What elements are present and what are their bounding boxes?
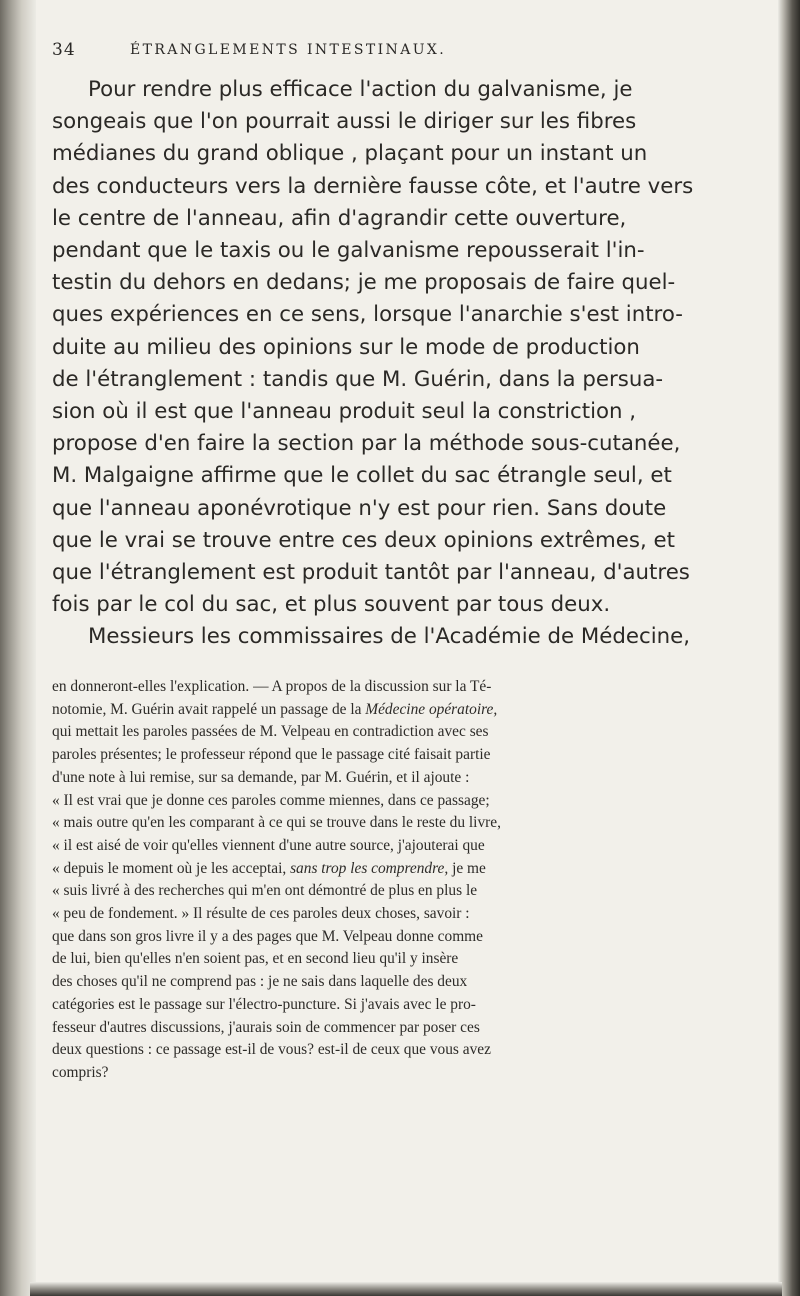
footnote-line: qui mettait les paroles passées de M. Velpeau en contradiction avec ses <box>52 723 489 741</box>
page-header <box>52 40 752 66</box>
footnote-line: « Il est vrai que je donne ces paroles comme miennes, dans ce passage; <box>52 791 490 809</box>
page-shadow-right <box>778 0 800 1296</box>
footnote-line: deux questions : ce passage est-il de vous? est-il de ceux que vous avez <box>52 1041 491 1059</box>
text-line: que l'anneau aponévrotique n'y est pour rien. Sans doute <box>52 495 667 521</box>
footnote <box>52 676 763 1085</box>
text-line: duite au milieu des opinions sur le mode de production <box>52 334 640 360</box>
footnote-text: notomie, M. Guérin avait rappelé un passage de la <box>52 700 366 718</box>
text-line: pendant que le taxis ou le galvanisme repousserait l'in- <box>52 238 645 264</box>
text-line: que le vrai se trouve entre ces deux opinions extrêmes, et <box>52 527 675 553</box>
footnote-line: « peu de fondement. » Il résulte de ces paroles deux choses, savoir : <box>52 905 470 923</box>
footnote-line: d'une note à lui remise, sur sa demande, par M. Guérin, et il ajoute : <box>52 768 470 786</box>
text-line: M. Malgaigne affirme que le collet du sac étrangle seul, et <box>52 463 672 489</box>
footnote-line: des choses qu'il ne comprend pas : je ne sais dans laquelle des deux <box>52 973 468 991</box>
text-line: songeais que l'on pourrait aussi le diriger sur les fibres <box>52 109 637 135</box>
footnote-line: catégories est le passage sur l'électro-puncture. Si j'avais avec le pro- <box>52 995 476 1013</box>
footnote-line: paroles présentes; le professeur répond que le passage cité faisait partie <box>52 746 491 764</box>
text-line: propose d'en faire la section par la méthode sous-cutanée, <box>52 431 681 457</box>
footnote-line: de lui, bien qu'elles n'en soient pas, et en second lieu qu'il y insère <box>52 950 459 968</box>
text-line: testin du dehors en dedans; je me proposais de faire quel- <box>52 270 676 296</box>
footnote-text: je me <box>448 859 486 877</box>
footnote-line <box>52 858 763 881</box>
text-line: de l'étranglement : tandis que M. Guérin, dans la persua- <box>52 366 664 392</box>
footnote-line: « suis livré à des recherches qui m'en ont démontré de plus en plus le <box>52 882 478 900</box>
footnote-line: que dans son gros livre il y a des pages que M. Velpeau donne comme <box>52 927 483 945</box>
text-line: Messieurs les commissaires de l'Académie de Médecine, <box>88 624 691 650</box>
text-line: le centre de l'anneau, afin d'agrandir cette ouverture, <box>52 205 627 231</box>
footnote-italic: sans trop les comprendre, <box>290 859 449 877</box>
text-line: sion où il est que l'anneau produit seul la constriction , <box>52 399 637 425</box>
text-line: Pour rendre plus efficace l'action du galvanisme, je <box>88 77 633 102</box>
footnote-line <box>52 699 763 722</box>
footnote-line: compris? <box>52 1063 109 1081</box>
page-bottom-edge <box>30 1282 782 1296</box>
main-text <box>52 74 763 654</box>
footnote-line: « mais outre qu'en les comparant à ce qui se trouve dans le reste du livre, <box>52 814 501 832</box>
text-line: fois par le col du sac, et plus souvent par tous deux. <box>52 592 611 618</box>
page-shadow-left <box>0 0 36 1296</box>
footnote-italic: Médecine opératoire, <box>365 700 498 718</box>
page-number: 34 <box>52 40 76 60</box>
text-line: médianes du grand oblique , plaçant pour un instant un <box>52 141 648 167</box>
text-line: ques expériences en ce sens, lorsque l'anarchie s'est intro- <box>52 302 683 328</box>
text-line: que l'étranglement est produit tantôt par l'anneau, d'autres <box>52 560 690 586</box>
footnote-line: fesseur d'autres discussions, j'aurais soin de commencer par poser ces <box>52 1018 480 1036</box>
footnote-text: « depuis le moment où je les acceptai, <box>52 859 291 877</box>
running-head: ÉTRANGLEMENTS INTESTINAUX. <box>130 42 447 58</box>
footnote-line: en donneront-elles l'explication. — A propos de la discussion sur la Té- <box>52 678 492 695</box>
text-line: des conducteurs vers la dernière fausse côte, et l'autre vers <box>52 173 694 199</box>
footnote-line: « il est aisé de voir qu'elles viennent d'une autre source, j'ajouterai que <box>52 836 485 854</box>
